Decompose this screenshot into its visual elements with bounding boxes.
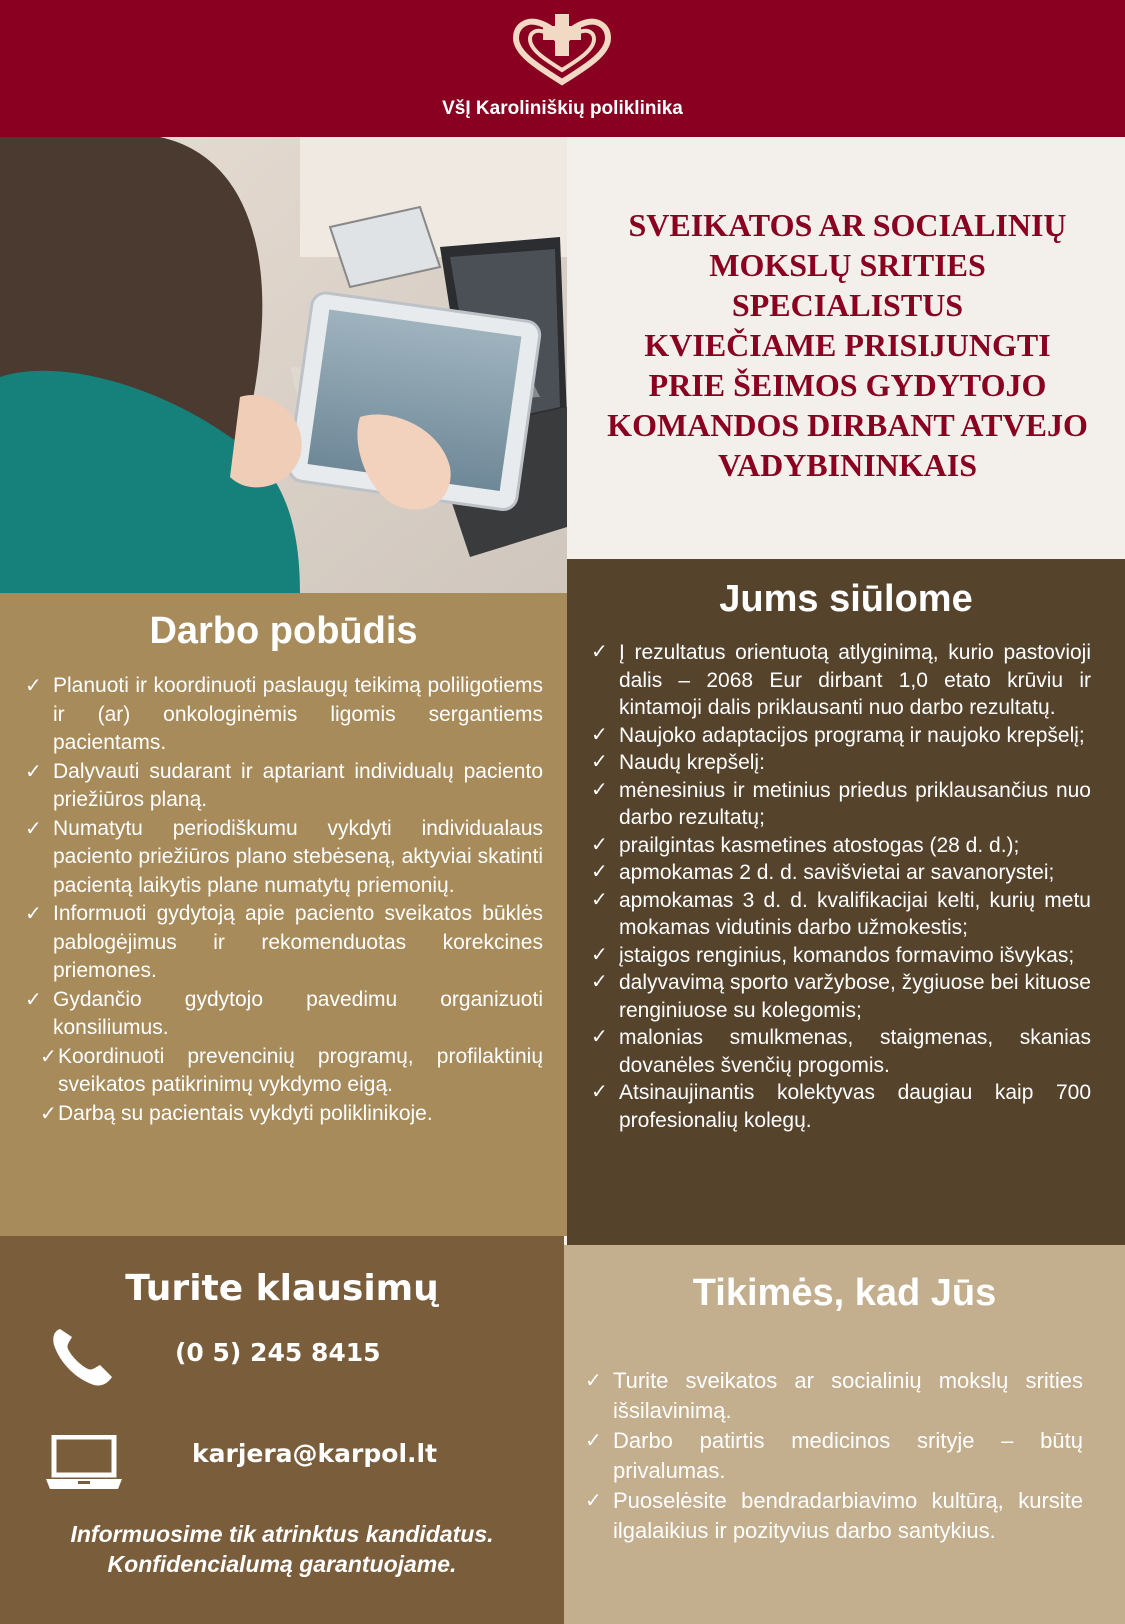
list-item: ✓ Atsinaujinantis kolektyvas daugiau kaip 700 profesionalių kolegų. bbox=[591, 1081, 1091, 1132]
job-title-line: KOMANDOS DIRBANT ATVEJO bbox=[607, 407, 1088, 443]
checkmark-icon: ✓ bbox=[591, 888, 608, 911]
checkmark-icon: ✓ bbox=[25, 817, 42, 840]
work-description-heading: Darbo pobūdis bbox=[149, 610, 418, 652]
woman-with-tablet-photo bbox=[0, 137, 567, 593]
list-item: ✓ Darbo patirtis medicinos srityje – būtų privalumas. bbox=[585, 1428, 1083, 1483]
checkmark-icon: ✓ bbox=[591, 723, 608, 746]
list-item: ✓ dalyvavimą sporto varžybose, žygiuose bei kituose renginiuose su kolegomis; bbox=[591, 971, 1091, 1022]
job-title-line: SPECIALISTUS bbox=[731, 287, 964, 323]
job-title-line: VADYBININKAIS bbox=[717, 447, 978, 483]
offer-heading: Jums siūlome bbox=[719, 578, 973, 620]
note-line: Informuosime tik atrinktus kandidatus. bbox=[70, 1521, 494, 1547]
list-item: ✓ Į rezultatus orientuotą atlyginimą, kurio pastovioji dalis – 2068 Eur dirbant 1,0 etato krūviu ir kintamoji dalis priklausanti nuo darbo rezultatų. bbox=[591, 641, 1091, 719]
list-item: ✓ malonias smulkmenas, staigmenas, skanias dovanėles švenčių progomis. bbox=[591, 1026, 1091, 1077]
checkmark-icon: ✓ bbox=[25, 760, 42, 783]
note-line: Konfidencialumą garantuojame. bbox=[107, 1551, 457, 1577]
checkmark-icon: ✓ bbox=[585, 1490, 602, 1512]
phone-number[interactable]: (0 5) 245 8415 bbox=[175, 1338, 381, 1367]
list-item: ✓ Gydančio gydytojo pavedimu organizuoti konsiliumus. bbox=[25, 987, 543, 1039]
phone-icon bbox=[50, 1325, 116, 1387]
list-item: ✓ Naudų krepšelį: bbox=[591, 749, 1091, 777]
checkmark-icon: ✓ bbox=[591, 943, 608, 966]
offer-list bbox=[591, 639, 1091, 1134]
email-address[interactable]: karjera@karpol.lt bbox=[192, 1439, 438, 1468]
list-item: ✓ Dalyvauti sudarant ir aptariant individualų paciento priežiūros planą. bbox=[25, 759, 543, 811]
checkmark-icon: ✓ bbox=[591, 751, 608, 773]
job-title-line: PRIE ŠEIMOS GYDYTOJO bbox=[648, 367, 1047, 403]
list-item: ✓ Turite sveikatos ar socialinių mokslų srities išsilavinimą. bbox=[585, 1368, 1083, 1423]
list-item: ✓ prailgintas kasmetines atostogas (28 d. d.); bbox=[591, 832, 1091, 860]
list-item: ✓ įstaigos renginius, komandos formavimo išvykas; bbox=[591, 942, 1091, 970]
checkmark-icon: ✓ bbox=[585, 1430, 602, 1452]
job-title-line: SVEIKATOS AR SOCIALINIŲ bbox=[628, 207, 1067, 243]
list-item: ✓ Darbą su pacientais vykdyti poliklinikoje. bbox=[40, 1100, 543, 1129]
expectations-heading: Tikimės, kad Jūs bbox=[692, 1272, 997, 1314]
list-item: ✓ Koordinuoti prevencinių programų, profilaktinių sveikatos patikrinimų vykdymo eigą. bbox=[40, 1044, 543, 1096]
list-item: ✓ Informuoti gydytoją apie paciento sveikatos būklės pablogėjimus ir rekomenduotas korekcines priemones. bbox=[25, 902, 543, 982]
checkmark-icon: ✓ bbox=[25, 675, 42, 697]
expectations-list bbox=[585, 1366, 1083, 1546]
checkmark-icon: ✓ bbox=[591, 1081, 608, 1103]
checkmark-icon: ✓ bbox=[591, 1026, 608, 1048]
checkmark-icon: ✓ bbox=[25, 903, 42, 925]
list-item: ✓ Planuoti ir koordinuoti paslaugų teikimą poliligotiems ir (ar) onkologinėmis ligomis sergantiems pacientams. bbox=[25, 674, 543, 754]
heart-cross-logo-icon bbox=[510, 8, 615, 88]
checkmark-icon: ✓ bbox=[585, 1370, 602, 1392]
work-description-list bbox=[25, 672, 543, 1128]
organization-name: VšĮ Karoliniškių poliklinika bbox=[442, 98, 683, 119]
contact-heading: Turite klausimų bbox=[125, 1268, 439, 1309]
checkmark-icon: ✓ bbox=[591, 971, 608, 993]
checkmark-icon: ✓ bbox=[591, 861, 608, 883]
laptop-icon bbox=[46, 1435, 122, 1489]
list-item: ✓ mėnesinius ir metinius priedus priklausančius nuo darbo rezultatų; bbox=[591, 778, 1091, 829]
checkmark-icon: ✓ bbox=[40, 1045, 57, 1068]
job-title-line: MOKSLŲ SRITIES bbox=[709, 247, 986, 283]
list-item: ✓ apmokamas 3 d. d. kvalifikacijai kelti, kurių metu mokamas vidutinis darbo užmokestis; bbox=[591, 888, 1091, 939]
job-title bbox=[585, 205, 1110, 485]
list-item: ✓ apmokamas 2 d. d. savišvietai ar savanorystei; bbox=[591, 859, 1091, 887]
checkmark-icon: ✓ bbox=[591, 833, 608, 856]
checkmark-icon: ✓ bbox=[40, 1102, 57, 1125]
list-item: ✓ Numatytu periodiškumu vykdyti individualaus paciento priežiūros plano stebėseną, aktyviai skatinti pacientą laikytis plane numatytų priemonių. bbox=[25, 816, 543, 897]
checkmark-icon: ✓ bbox=[25, 988, 42, 1011]
job-title-line: KVIEČIAME PRISIJUNGTI bbox=[644, 327, 1051, 363]
checkmark-icon: ✓ bbox=[591, 778, 608, 801]
list-item: ✓ Puoselėsite bendradarbiavimo kultūrą, kursite ilgalaikius ir pozityvius darbo santykius. bbox=[585, 1488, 1083, 1543]
checkmark-icon: ✓ bbox=[591, 641, 608, 663]
confidentiality-note bbox=[0, 1519, 564, 1579]
list-item: ✓ Naujoko adaptacijos programą ir naujoko krepšelį; bbox=[591, 722, 1091, 750]
